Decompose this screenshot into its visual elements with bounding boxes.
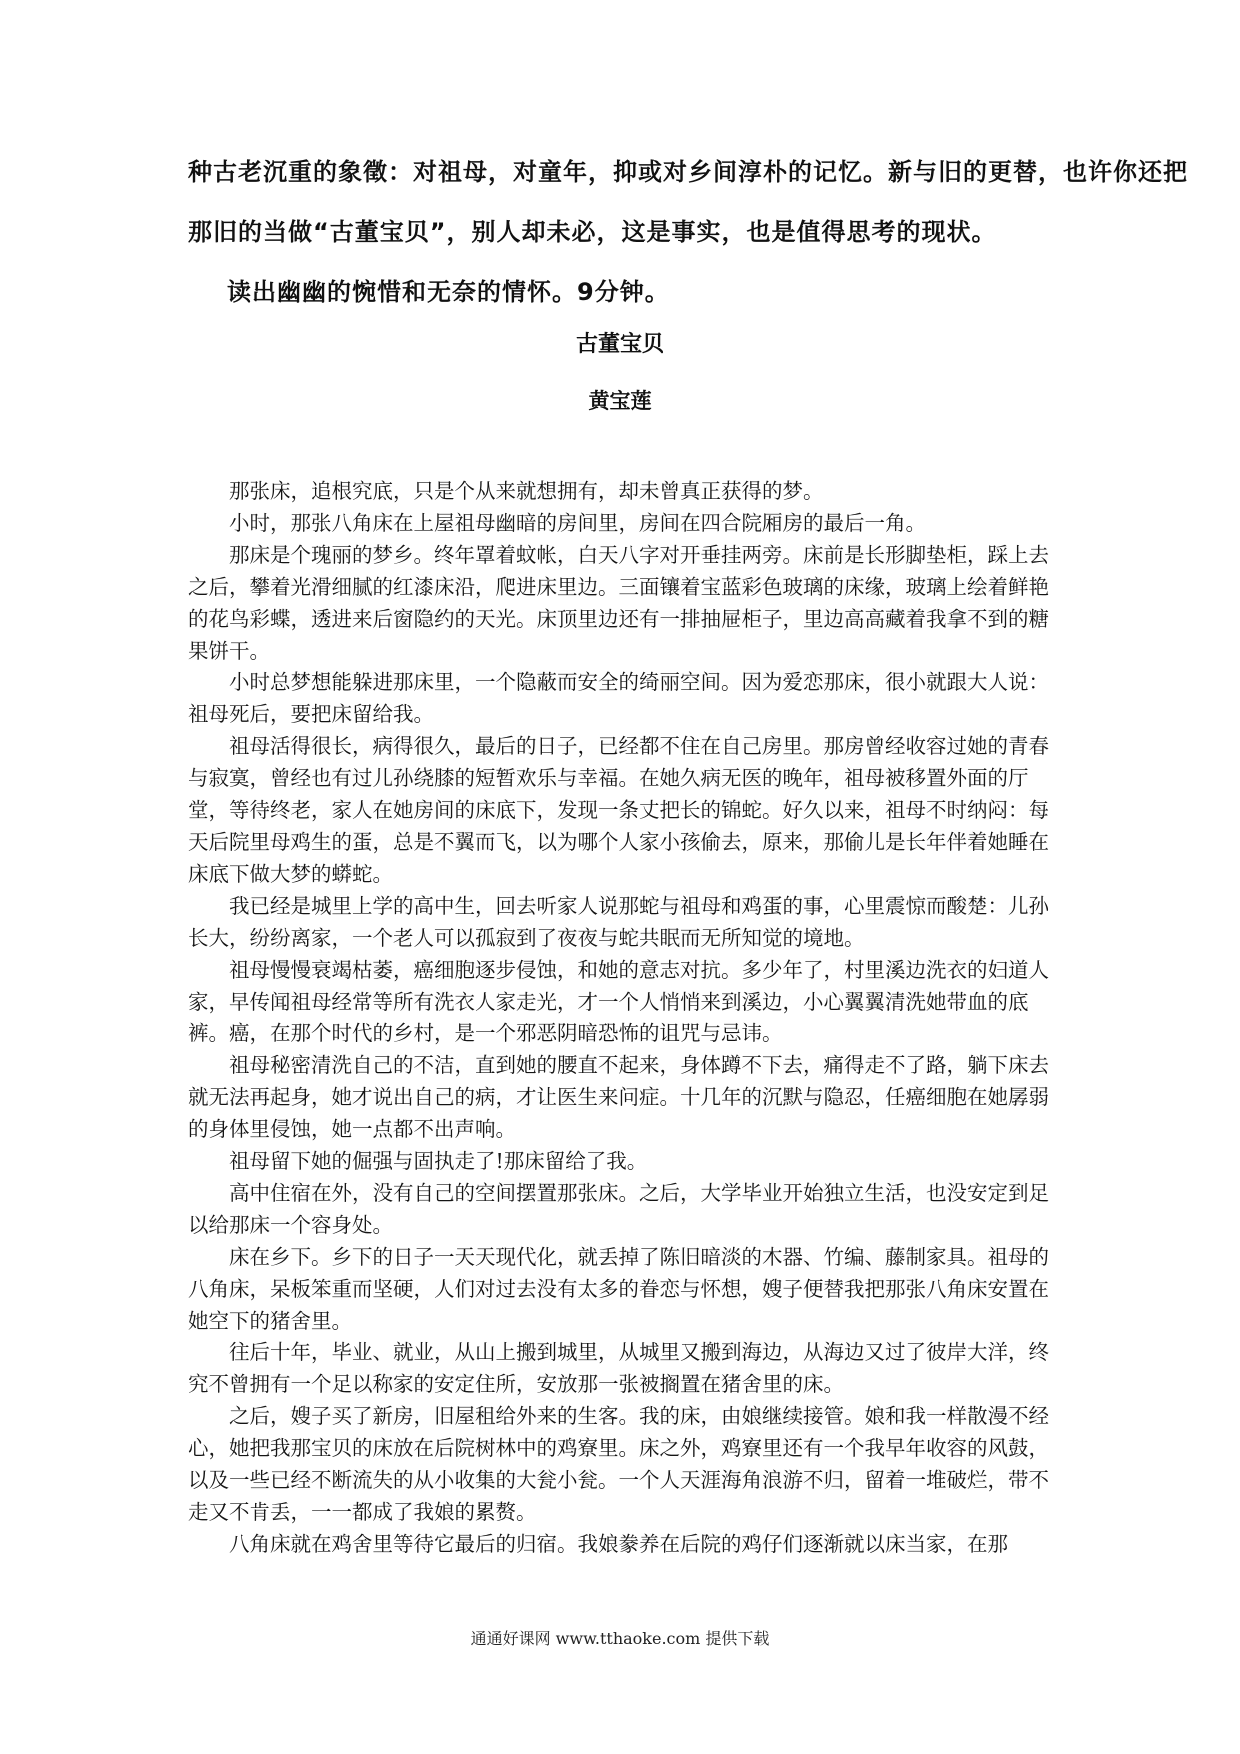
paragraph: 之后，嫂子买了新房，旧屋租给外来的生客。我的床，由娘继续接管。娘和我一样散漫不经心，她把我那宝贝的床放在后院树林中的鸡寮里。床之外，鸡寮里还有一个我早年收容的风鼓，以及一些已经不断流失的从小收集的大瓮小瓮。一个人天涯海角浪游不归，留着一堆破烂，带不走又不肯丢，一一都成了我娘的累赘。 [188, 1404, 1049, 1524]
intro-line-1: 种古老沉重的象徵：对祖母，对童年，抑或对乡间淳朴的记忆。新与旧的更替，也许你还把 [188, 158, 1188, 186]
paragraph: 往后十年，毕业、就业，从山上搬到城里，从城里又搬到海边，从海边又过了彼岸大洋，终究不曾拥有一个足以称家的安定住所，安放那一张被搁置在猪舍里的床。 [188, 1340, 1049, 1397]
article-author: 黄宝莲 [588, 389, 652, 413]
paragraph: 八角床就在鸡舍里等待它最后的归宿。我娘豢养在后院的鸡仔们逐渐就以床当家，在那 [229, 1531, 1008, 1556]
paragraph: 那张床，追根究底，只是个从来就想拥有，却未曾真正获得的梦。 [229, 479, 824, 503]
paragraph: 高中住宿在外，没有自己的空间摆置那张床。之后，大学毕业开始独立生活，也没安定到足以给那床一个容身处。 [188, 1180, 1049, 1237]
paragraph: 祖母活得很长，病得很久，最后的日子，已经都不住在自己房里。那房曾经收容过她的青春与寂寞，曾经也有过儿孙绕膝的短暂欢乐与幸福。在她久病无医的晚年，祖母被移置外面的厅堂，等待终老，家人在她房间的床底下，发现一条丈把长的锦蛇。好久以来，祖母不时纳闷：每天后院里母鸡生的蛋，总是不翼而飞，以为哪个人家小孩偷去，原来，那偷儿是长年伴着她睡在床底下做大梦的蟒蛇。 [188, 734, 1049, 886]
paragraph: 我已经是城里上学的高中生，回去听家人说那蛇与祖母和鸡蛋的事，心里震惊而酸楚：儿孙长大，纷纷离家，一个老人可以孤寂到了夜夜与蛇共眠而无所知觉的境地。 [188, 893, 1049, 950]
paragraph: 祖母秘密清洗自己的不洁，直到她的腰直不起来，身体蹲不下去，痛得走不了路，躺下床去就无法再起身，她才说出自己的病，才让医生来问症。十几年的沉默与隐忍，任癌细胞在她孱弱的身体里侵蚀，她一点都不出声响。 [188, 1053, 1049, 1142]
article-body [188, 476, 1060, 1561]
paragraph: 床在乡下。乡下的日子一天天现代化，就丢掉了陈旧暗淡的木器、竹编、藤制家具。祖母的八角床，呆板笨重而坚硬，人们对过去没有太多的眷恋与怀想，嫂子便替我把那张八角床安置在她空下的猪舍里。 [188, 1244, 1049, 1333]
paragraph: 小时总梦想能躲进那床里，一个隐蔽而安全的绮丽空间。因为爱恋那床，很小就跟大人说：祖母死后，要把床留给我。 [188, 670, 1049, 727]
paragraph: 祖母慢慢衰竭枯萎，癌细胞逐步侵蚀，和她的意志对抗。多少年了，村里溪边洗衣的妇道人家，早传闻祖母经常等所有洗衣人家走光，才一个人悄悄来到溪边，小心翼翼清洗她带血的底裤。癌，在那个时代的乡村，是一个邪恶阴暗恐怖的诅咒与忌讳。 [188, 957, 1049, 1046]
intro-line-2: 那旧的当做“古董宝贝”，别人却未必，这是事实，也是值得思考的现状。 [188, 218, 997, 246]
paragraph: 小时，那张八角床在上屋祖母幽暗的房间里，房间在四合院厢房的最后一角。 [229, 510, 926, 535]
page-footer: 通通好课网 www.tthaoke.com 提供下载 [470, 1629, 770, 1648]
article-title: 古董宝贝 [575, 332, 664, 357]
paragraph: 那床是个瑰丽的梦乡。终年罩着蚊帐，白天八字对开垂挂两旁。床前是长形脚垫柜，踩上去之后，攀着光滑细腻的红漆床沿，爬进床里边。三面镶着宝蓝彩色玻璃的床缘，玻璃上绘着鲜艳的花鸟彩蝶，透进来后窗隐约的天光。床顶里边还有一排抽屉柜子，里边高高藏着我拿不到的糖果饼干。 [188, 542, 1049, 663]
reading-instruction: 读出幽幽的惋惜和无奈的情怀。9分钟。 [227, 278, 670, 306]
paragraph: 祖母留下她的倔强与固执走了!那床留给了我。 [229, 1149, 648, 1174]
